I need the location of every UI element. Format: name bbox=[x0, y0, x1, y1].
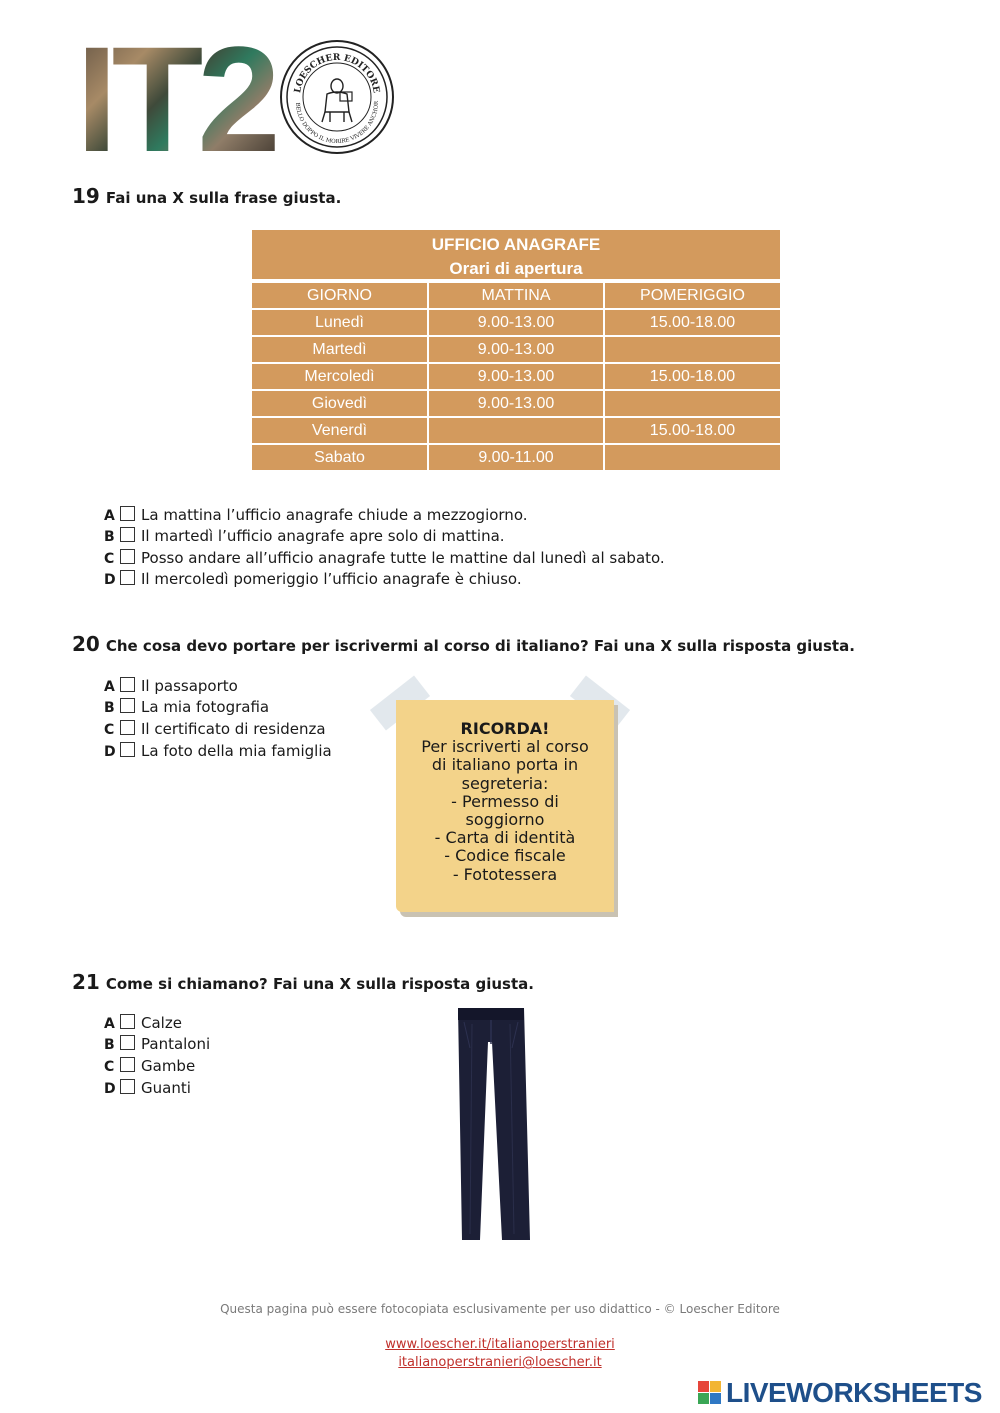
option-letter: B bbox=[104, 1037, 115, 1053]
table-cell: 15.00-18.00 bbox=[604, 363, 780, 390]
note-line: di italiano porta in bbox=[431, 755, 579, 775]
option-letter: C bbox=[104, 551, 115, 567]
option-text: Gambe bbox=[141, 1057, 196, 1075]
q19-option-a bbox=[104, 504, 528, 526]
liveworksheets-wordmark: LIVEWORKSHEETS bbox=[726, 1377, 982, 1408]
table-cell: Venerdì bbox=[252, 417, 428, 444]
option-checkbox[interactable] bbox=[120, 698, 135, 713]
table-cell bbox=[604, 444, 780, 470]
table-cell: 15.00-18.00 bbox=[604, 309, 780, 336]
option-letter: D bbox=[104, 744, 116, 760]
option-text: La mattina l’ufficio anagrafe chiude a mezzogiorno. bbox=[141, 506, 528, 524]
question-prompt: Che cosa devo portare per iscrivermi al corso di italiano? Fai una X sulla risposta giusta. bbox=[105, 637, 855, 655]
table-cell: Lunedì bbox=[252, 309, 428, 336]
option-text: Il martedì l’ufficio anagrafe apre solo di mattina. bbox=[141, 527, 505, 545]
option-checkbox[interactable] bbox=[120, 1057, 135, 1072]
q19-option-b bbox=[104, 525, 505, 547]
table-cell: Martedì bbox=[252, 336, 428, 363]
q20-option-d bbox=[104, 740, 332, 762]
note-title: RICORDA! bbox=[460, 719, 550, 738]
option-text: Calze bbox=[141, 1014, 182, 1032]
table-header-row bbox=[252, 282, 780, 309]
note-line: soggiorno bbox=[465, 810, 545, 830]
option-letter: A bbox=[104, 1016, 115, 1032]
note-line: - Fototessera bbox=[452, 864, 558, 884]
note-line: - Permesso di bbox=[451, 791, 559, 811]
q21-option-d bbox=[104, 1077, 191, 1099]
option-checkbox[interactable] bbox=[120, 549, 135, 564]
question-20-heading bbox=[72, 632, 855, 656]
option-letter: A bbox=[104, 679, 115, 695]
liveworksheets-logo-icon bbox=[698, 1381, 722, 1405]
table-cell: Sabato bbox=[252, 444, 428, 470]
table-row bbox=[252, 363, 780, 390]
website-link[interactable]: www.loescher.it/italianoperstranieri bbox=[385, 1337, 615, 1352]
seal-publisher-text: LOESCHER EDITORE bbox=[293, 52, 381, 94]
option-text: Il passaporto bbox=[141, 677, 238, 695]
q21-option-c bbox=[104, 1055, 195, 1077]
sticky-note bbox=[396, 700, 614, 912]
option-letter: D bbox=[104, 1081, 116, 1097]
column-header: GIORNO bbox=[252, 282, 428, 309]
it2-logo bbox=[76, 15, 396, 183]
note-line: segreteria: bbox=[461, 773, 549, 793]
email-link[interactable]: italianoperstranieri@loescher.it bbox=[398, 1355, 602, 1370]
timetable-header bbox=[252, 230, 780, 281]
table-cell: 9.00-11.00 bbox=[428, 444, 604, 470]
option-text: Il certificato di residenza bbox=[141, 720, 326, 738]
option-text: La mia fotografia bbox=[141, 698, 270, 716]
table-row bbox=[252, 390, 780, 417]
option-checkbox[interactable] bbox=[120, 527, 135, 542]
table-cell: 9.00-13.00 bbox=[428, 390, 604, 417]
timetable-subtitle: Orari di apertura bbox=[449, 259, 583, 278]
question-21-heading bbox=[72, 970, 534, 994]
svg-text:LOESCHER EDITORE bbox=[293, 53, 381, 94]
question-prompt: Fai una X sulla frase giusta. bbox=[105, 189, 342, 207]
copyright-note: Questa pagina può essere fotocopiata esclusivamente per uso didattico - © Loescher Editore bbox=[220, 1302, 780, 1316]
option-text: La foto della mia famiglia bbox=[141, 742, 332, 760]
option-text: Pantaloni bbox=[141, 1035, 211, 1053]
option-text: Il mercoledì pomeriggio l’ufficio anagrafe è chiuso. bbox=[141, 570, 522, 588]
option-text: Posso andare all’ufficio anagrafe tutte le mattine dal lunedì al sabato. bbox=[141, 549, 665, 567]
option-letter: B bbox=[104, 529, 115, 545]
table-row bbox=[252, 309, 780, 336]
table-cell bbox=[428, 417, 604, 444]
logo-text: IT2 bbox=[76, 15, 275, 183]
question-number: 19 bbox=[72, 184, 100, 208]
table-cell bbox=[604, 390, 780, 417]
q21-option-b bbox=[104, 1033, 210, 1055]
seal-emblem-icon bbox=[282, 42, 392, 152]
publisher-seal bbox=[280, 40, 394, 154]
table-row bbox=[252, 336, 780, 363]
note-content bbox=[390, 720, 620, 884]
option-checkbox[interactable] bbox=[120, 506, 135, 521]
note-line: - Carta di identità bbox=[434, 828, 576, 848]
option-checkbox[interactable] bbox=[120, 677, 135, 692]
table-cell: 9.00-13.00 bbox=[428, 309, 604, 336]
question-19-heading bbox=[72, 184, 341, 208]
column-header: MATTINA bbox=[428, 282, 604, 309]
table-cell: 9.00-13.00 bbox=[428, 336, 604, 363]
column-header: POMERIGGIO bbox=[604, 282, 780, 309]
timetable-grid bbox=[252, 281, 780, 470]
timetable-title: UFFICIO ANAGRAFE bbox=[431, 235, 601, 254]
table-cell: Giovedì bbox=[252, 390, 428, 417]
office-timetable bbox=[252, 230, 780, 470]
option-letter: D bbox=[104, 572, 116, 588]
table-cell: 15.00-18.00 bbox=[604, 417, 780, 444]
question-number: 21 bbox=[72, 970, 100, 994]
option-checkbox[interactable] bbox=[120, 1014, 135, 1029]
option-checkbox[interactable] bbox=[120, 570, 135, 585]
option-checkbox[interactable] bbox=[120, 720, 135, 735]
option-letter: B bbox=[104, 700, 115, 716]
q19-option-c bbox=[104, 547, 665, 569]
q20-option-b bbox=[104, 696, 269, 718]
q20-option-a bbox=[104, 675, 238, 697]
q21-option-a bbox=[104, 1012, 182, 1034]
trousers-icon bbox=[440, 1004, 540, 1244]
seal-motto-text: BELLO DOPPO IL MORIRE VIVERE ANCHOR bbox=[293, 100, 381, 146]
note-line: Per iscriverti al corso bbox=[421, 737, 589, 757]
table-cell bbox=[604, 336, 780, 363]
q19-option-d bbox=[104, 568, 522, 590]
q20-option-c bbox=[104, 718, 326, 740]
option-checkbox[interactable] bbox=[120, 1035, 135, 1050]
option-letter: A bbox=[104, 508, 115, 524]
table-row bbox=[252, 444, 780, 470]
option-checkbox[interactable] bbox=[120, 742, 135, 757]
option-letter: C bbox=[104, 1059, 115, 1075]
table-cell: Mercoledì bbox=[252, 363, 428, 390]
table-cell: 9.00-13.00 bbox=[428, 363, 604, 390]
option-letter: C bbox=[104, 722, 115, 738]
option-checkbox[interactable] bbox=[120, 1079, 135, 1094]
question-number: 20 bbox=[72, 632, 100, 656]
question-prompt: Come si chiamano? Fai una X sulla risposta giusta. bbox=[105, 975, 534, 993]
table-row bbox=[252, 417, 780, 444]
option-text: Guanti bbox=[141, 1079, 191, 1097]
trousers-image bbox=[440, 1004, 540, 1244]
note-line: - Codice fiscale bbox=[444, 846, 566, 866]
